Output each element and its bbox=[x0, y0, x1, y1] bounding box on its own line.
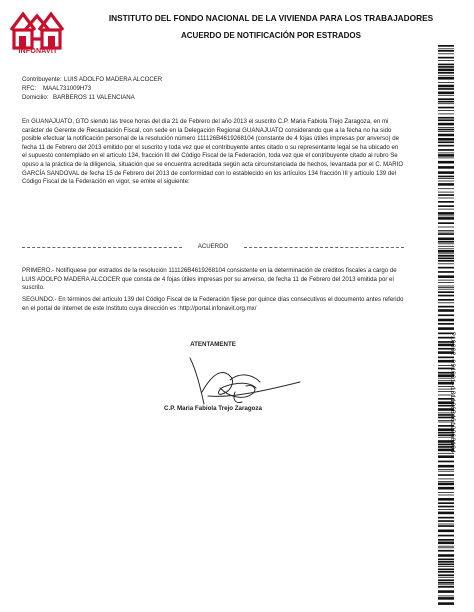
barcode-bar bbox=[438, 461, 454, 463]
barcode-bar bbox=[438, 194, 454, 196]
barcode-bar bbox=[438, 53, 454, 54]
barcode-bar bbox=[438, 524, 454, 525]
barcode-bar bbox=[438, 60, 454, 61]
side-barcode bbox=[438, 45, 463, 605]
barcode-bar bbox=[438, 571, 454, 573]
barcode-bar bbox=[438, 291, 454, 293]
segundo-line: SEGUNDO.- En términos del artículo 139 del Código Fiscal de la Federación fíjese por quince días consecutivos el documento antes referido bbox=[22, 296, 404, 303]
barcode-bar bbox=[438, 267, 454, 269]
barcode-bar bbox=[438, 129, 454, 131]
barcode-bar bbox=[438, 286, 454, 287]
barcode-bar bbox=[438, 243, 454, 244]
barcode-bar bbox=[438, 233, 454, 235]
barcode-bar bbox=[438, 263, 454, 264]
barcode-bar bbox=[438, 546, 454, 547]
barcode-bar bbox=[438, 530, 454, 533]
barcode-bar bbox=[438, 258, 454, 260]
barcode-bar bbox=[438, 582, 454, 584]
rfc-value: MAAL731009H73 bbox=[43, 85, 92, 92]
barcode-bar bbox=[438, 539, 454, 541]
barcode-bar bbox=[438, 584, 454, 585]
contribuyente-label: Contribuyente: bbox=[22, 76, 62, 83]
barcode-bar bbox=[438, 525, 454, 527]
barcode-bar bbox=[438, 232, 454, 233]
barcode-bar bbox=[438, 280, 454, 281]
barcode-bar bbox=[438, 577, 454, 578]
barcode-bar bbox=[438, 238, 454, 241]
barcode-bar bbox=[438, 178, 454, 179]
barcode-bar bbox=[438, 246, 454, 247]
barcode-bar bbox=[438, 48, 454, 49]
infonavit-house-logo-icon bbox=[8, 8, 66, 50]
barcode-bar bbox=[438, 596, 454, 597]
intro-line: posible efectuar la notificación personal de la resolución número 111126B4619268104 (constante de 4 fojas útiles impresas por anverso) de bbox=[22, 135, 400, 143]
barcode-bar bbox=[438, 153, 454, 154]
barcode-bar bbox=[438, 217, 454, 220]
barcode-bar bbox=[438, 117, 454, 119]
barcode-bar bbox=[438, 101, 454, 103]
barcode-bar bbox=[438, 134, 454, 137]
barcode-bar bbox=[438, 145, 454, 147]
barcode-bar bbox=[438, 586, 454, 588]
barcode-bar bbox=[438, 542, 454, 545]
barcode-bar bbox=[438, 469, 454, 470]
barcode-bar bbox=[438, 495, 454, 496]
barcode-bar bbox=[438, 509, 454, 510]
signer-name: C.P. Maria Fabiola Trejo Zaragoza bbox=[164, 405, 262, 412]
barcode-bar bbox=[438, 230, 454, 231]
barcode-bar bbox=[438, 275, 454, 278]
barcode-bar bbox=[438, 192, 454, 193]
barcode-bar bbox=[438, 253, 454, 254]
barcode-bar bbox=[438, 72, 454, 74]
barcode-stripes-icon bbox=[438, 45, 454, 605]
barcode-bar bbox=[438, 512, 454, 515]
barcode-bar bbox=[438, 166, 454, 169]
barcode-bar bbox=[438, 95, 454, 96]
barcode-bar bbox=[438, 92, 454, 95]
barcode-bar bbox=[438, 455, 454, 458]
barcode-bar bbox=[438, 216, 454, 217]
domicilio-label: Domicilio: bbox=[22, 94, 49, 101]
handwritten-signature bbox=[160, 352, 310, 410]
barcode-bar bbox=[438, 498, 454, 501]
barcode-bar bbox=[438, 260, 454, 262]
barcode-bar bbox=[438, 566, 454, 567]
intro-line: En GUANAJUATO, GTO siendo las trece horas del día 21 de Febrero del año 2013 el suscrito C.P. Maria Fabiola Trejo Zaragoza, en mi bbox=[22, 118, 389, 125]
barcode-bar bbox=[438, 138, 454, 141]
intro-line: opuso a la práctica de la diligencia, situación que se encuentra acreditada según acta circunstanciada de hechos, levantada por el C. MARIO bbox=[22, 160, 404, 168]
barcode-bar bbox=[438, 250, 454, 253]
barcode-bar bbox=[438, 212, 454, 215]
barcode-bar bbox=[438, 198, 454, 199]
barcode-bar bbox=[438, 271, 454, 273]
barcode-bar bbox=[438, 131, 454, 132]
signature-scribble-icon bbox=[160, 352, 310, 410]
barcode-bar bbox=[438, 75, 454, 76]
barcode-bar bbox=[438, 564, 454, 566]
barcode-bar bbox=[438, 77, 454, 80]
barcode-bar bbox=[438, 479, 454, 480]
intro-line: fecha 11 de Febrero del 2013 emitido por el suscrito y toda vez que el contribuyente antes citado o su representante legal se ha ubicado en bbox=[22, 143, 399, 151]
barcode-bar bbox=[438, 161, 454, 164]
barcode-bar bbox=[438, 474, 454, 476]
barcode-bar bbox=[438, 241, 454, 243]
barcode-bar bbox=[438, 323, 454, 325]
barcode-bar bbox=[438, 579, 454, 581]
barcode-bar bbox=[438, 506, 454, 508]
barcode-bar bbox=[438, 327, 454, 330]
barcode-bar bbox=[438, 481, 454, 482]
primero-line: PRIMERO.- Notifíquese por estrados de la resolución 111126B4619268104 consistente en la determinación de créditos fiscales a cargo de bbox=[22, 267, 397, 274]
barcode-bar bbox=[438, 85, 454, 88]
barcode-bar bbox=[438, 535, 454, 537]
barcode-bar bbox=[438, 227, 454, 228]
barcode-bar bbox=[438, 282, 454, 283]
barcode-number: P10002-091001-131126B4619268104 bbox=[449, 332, 456, 453]
barcode-bar bbox=[438, 149, 454, 151]
barcode-bar bbox=[438, 569, 454, 571]
barcode-bar bbox=[438, 465, 454, 468]
barcode-bar bbox=[438, 176, 454, 178]
barcode-bar bbox=[438, 123, 454, 126]
barcode-bar bbox=[438, 590, 454, 593]
barcode-bar bbox=[438, 171, 454, 174]
barcode-bar bbox=[438, 597, 454, 600]
barcode-bar bbox=[438, 66, 454, 68]
segundo-paragraph bbox=[22, 296, 404, 313]
intro-paragraph bbox=[22, 118, 404, 187]
barcode-bar bbox=[438, 554, 454, 557]
logo-wordmark: INFONAVIT bbox=[18, 48, 58, 55]
barcode-bar bbox=[438, 82, 454, 83]
barcode-bar bbox=[438, 69, 454, 72]
closing-atentamente: ATENTAMENTE bbox=[190, 341, 236, 348]
barcode-bar bbox=[438, 201, 454, 203]
barcode-bar bbox=[438, 289, 454, 290]
barcode-bar bbox=[438, 487, 454, 490]
intro-line: carácter de Gerente de Recaudación Fiscal, con sede en la Delegación Regional GUANAJUATO considerando que a la fecha no ha sido bbox=[22, 126, 392, 134]
barcode-bar bbox=[438, 502, 454, 504]
segundo-line: en el portal de internet de este Instituto cuya dirección es :http://portal.infonavit.org.mx/ bbox=[22, 304, 257, 312]
acuerdo-heading: ACUERDO bbox=[197, 243, 229, 250]
barcode-bar bbox=[438, 492, 454, 493]
intro-line: GARCÍA SANDOVAL de fecha 15 de Febrero del 2013 de conformidad con lo establecido en los artículos 134 fracción III y artículo 139 del bbox=[22, 169, 396, 177]
barcode-bar bbox=[438, 103, 454, 104]
barcode-bar bbox=[438, 88, 454, 90]
barcode-bar bbox=[438, 110, 454, 111]
barcode-bar bbox=[438, 127, 454, 128]
primero-paragraph bbox=[22, 267, 404, 293]
barcode-bar bbox=[438, 255, 454, 257]
barcode-bar bbox=[438, 295, 454, 297]
barcode-bar bbox=[438, 559, 454, 561]
barcode-bar bbox=[438, 98, 454, 100]
barcode-bar bbox=[438, 520, 454, 522]
barcode-bar bbox=[438, 183, 454, 186]
barcode-bar bbox=[438, 453, 454, 454]
contribuyente-value: LUIS ADOLFO MADERA ALCOCER bbox=[64, 76, 163, 83]
domicilio-value: BARBEROS 11 VALENCIANA bbox=[53, 94, 135, 101]
barcode-bar bbox=[438, 517, 454, 519]
barcode-bar bbox=[438, 248, 454, 249]
barcode-bar bbox=[438, 561, 454, 563]
intro-line: el supuesto contemplado en el artículo 134, fracción III del Código Fiscal de la Federación, toda vez que el contribuyente citado al rubro Se bbox=[22, 152, 398, 160]
barcode-bar bbox=[438, 309, 454, 312]
barcode-bar bbox=[438, 107, 454, 109]
barcode-bar bbox=[438, 222, 454, 224]
barcode-bar bbox=[438, 50, 454, 52]
barcode-bar bbox=[438, 306, 454, 308]
barcode-bar bbox=[438, 158, 454, 159]
barcode-bar bbox=[438, 114, 454, 115]
barcode-bar bbox=[438, 154, 454, 157]
intro-line: Código Fiscal de la Federación en vigor, se emite el siguiente: bbox=[22, 178, 190, 186]
barcode-bar bbox=[438, 574, 454, 576]
barcode-bar bbox=[438, 181, 454, 182]
primero-line: LUIS ADOLFO MADERA ALCOCER que consta de 4 fojas útiles impresas por su anverso, de fecha 11 de Febrero del 2013 emitida por el bbox=[22, 275, 394, 283]
barcode-bar bbox=[438, 302, 454, 303]
barcode-bar bbox=[438, 188, 454, 189]
barcode-bar bbox=[438, 209, 454, 210]
barcode-bar bbox=[438, 45, 454, 47]
barcode-bar bbox=[438, 602, 454, 605]
barcode-bar bbox=[438, 64, 454, 66]
barcode-bar bbox=[438, 57, 454, 59]
rfc-label: RFC: bbox=[22, 85, 37, 92]
barcode-bar bbox=[438, 547, 454, 548]
acuerdo-divider bbox=[22, 243, 404, 251]
barcode-bar bbox=[438, 287, 454, 288]
document-title: ACUERDO DE NOTIFICACIÓN POR ESTRADOS bbox=[180, 31, 361, 40]
barcode-bar bbox=[438, 205, 454, 207]
barcode-bar bbox=[438, 483, 454, 486]
barcode-bar bbox=[438, 550, 454, 552]
barcode-bar bbox=[438, 141, 454, 143]
institution-name: INSTITUTO DEL FONDO NACIONAL DE LA VIVIENDA PARA LOS TRABAJADORES bbox=[108, 13, 434, 23]
barcode-bar bbox=[438, 119, 454, 121]
barcode-bar bbox=[438, 314, 454, 316]
barcode-bar bbox=[438, 471, 454, 472]
primero-line: suscrito. bbox=[22, 284, 45, 292]
barcode-bar bbox=[438, 299, 454, 301]
barcode-bar bbox=[438, 319, 454, 322]
